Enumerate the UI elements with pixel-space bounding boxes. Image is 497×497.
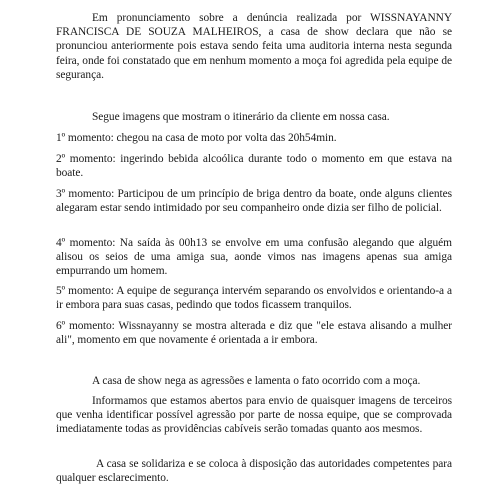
paragraph-pronouncement-text: Em pronunciamento sobre a denúncia realizada por WISSNAYANNY FRANCISCA DE SOUZA MALHEIROS, a casa de show declara que não se pronunciou anteriormente pois estava sendo feita uma auditoria interna nesta segunda feira, onde foi constatado que em nenhum momento a moça foi agredida pela equipe de segurança. — [56, 12, 452, 81]
moment-5: 5º momento: A equipe de segurança intervém separando os envolvidos e orientando-a a ir embora para suas casas, pedindo que todos ficassem tranquilos. — [56, 285, 452, 312]
statement-open-to-images-text: Informamos que estamos abertos para envio de quaisquer imagens de terceiros que venha identificar possível agressão por parte de nossa equipe, que se comprovada imediatamente todas as providências cabíveis serão tomadas quanto aos mesmos. — [56, 395, 452, 436]
moment-2: 2º momento: ingerindo bebida alcoólica durante todo o momento em que estava na boate. — [56, 153, 452, 180]
statement-denial — [56, 374, 452, 388]
moment-6: 6º momento: Wissnayanny se mostra alterada e diz que "ele estava alisando a mulher ali", momento em que novamente é orientada a ir embora. — [56, 320, 452, 347]
moment-3: 3º momento: Participou de um princípio de briga dentro da boate, onde alguns clientes alegaram estar sendo intimidado por seu companheiro onde dizia ser filho de policial. — [56, 188, 452, 215]
paragraph-intro-text: Segue imagens que mostram o itinerário da cliente em nossa casa. — [92, 111, 390, 123]
paragraph-pronouncement — [56, 11, 452, 82]
moment-4: 4º momento: Na saída às 00h13 se envolve em uma confusão alegando que alguém alisou os seios de uma amiga sua, aonde vimos nas imagens apenas sua amiga empurrando um homem. — [56, 237, 452, 278]
statement-open-to-images — [56, 394, 452, 437]
statement-solidarity — [56, 457, 452, 485]
statement-solidarity-text: A casa se solidariza e se coloca à disposição das autoridades competentes para qualquer esclarecimento. — [56, 458, 452, 485]
statement-denial-text: A casa de show nega as agressões e lamenta o fato ocorrido com a moça. — [92, 375, 421, 387]
paragraph-intro — [56, 110, 452, 124]
moment-1: 1º momento: chegou na casa de moto por volta das 20h54min. — [56, 132, 337, 144]
